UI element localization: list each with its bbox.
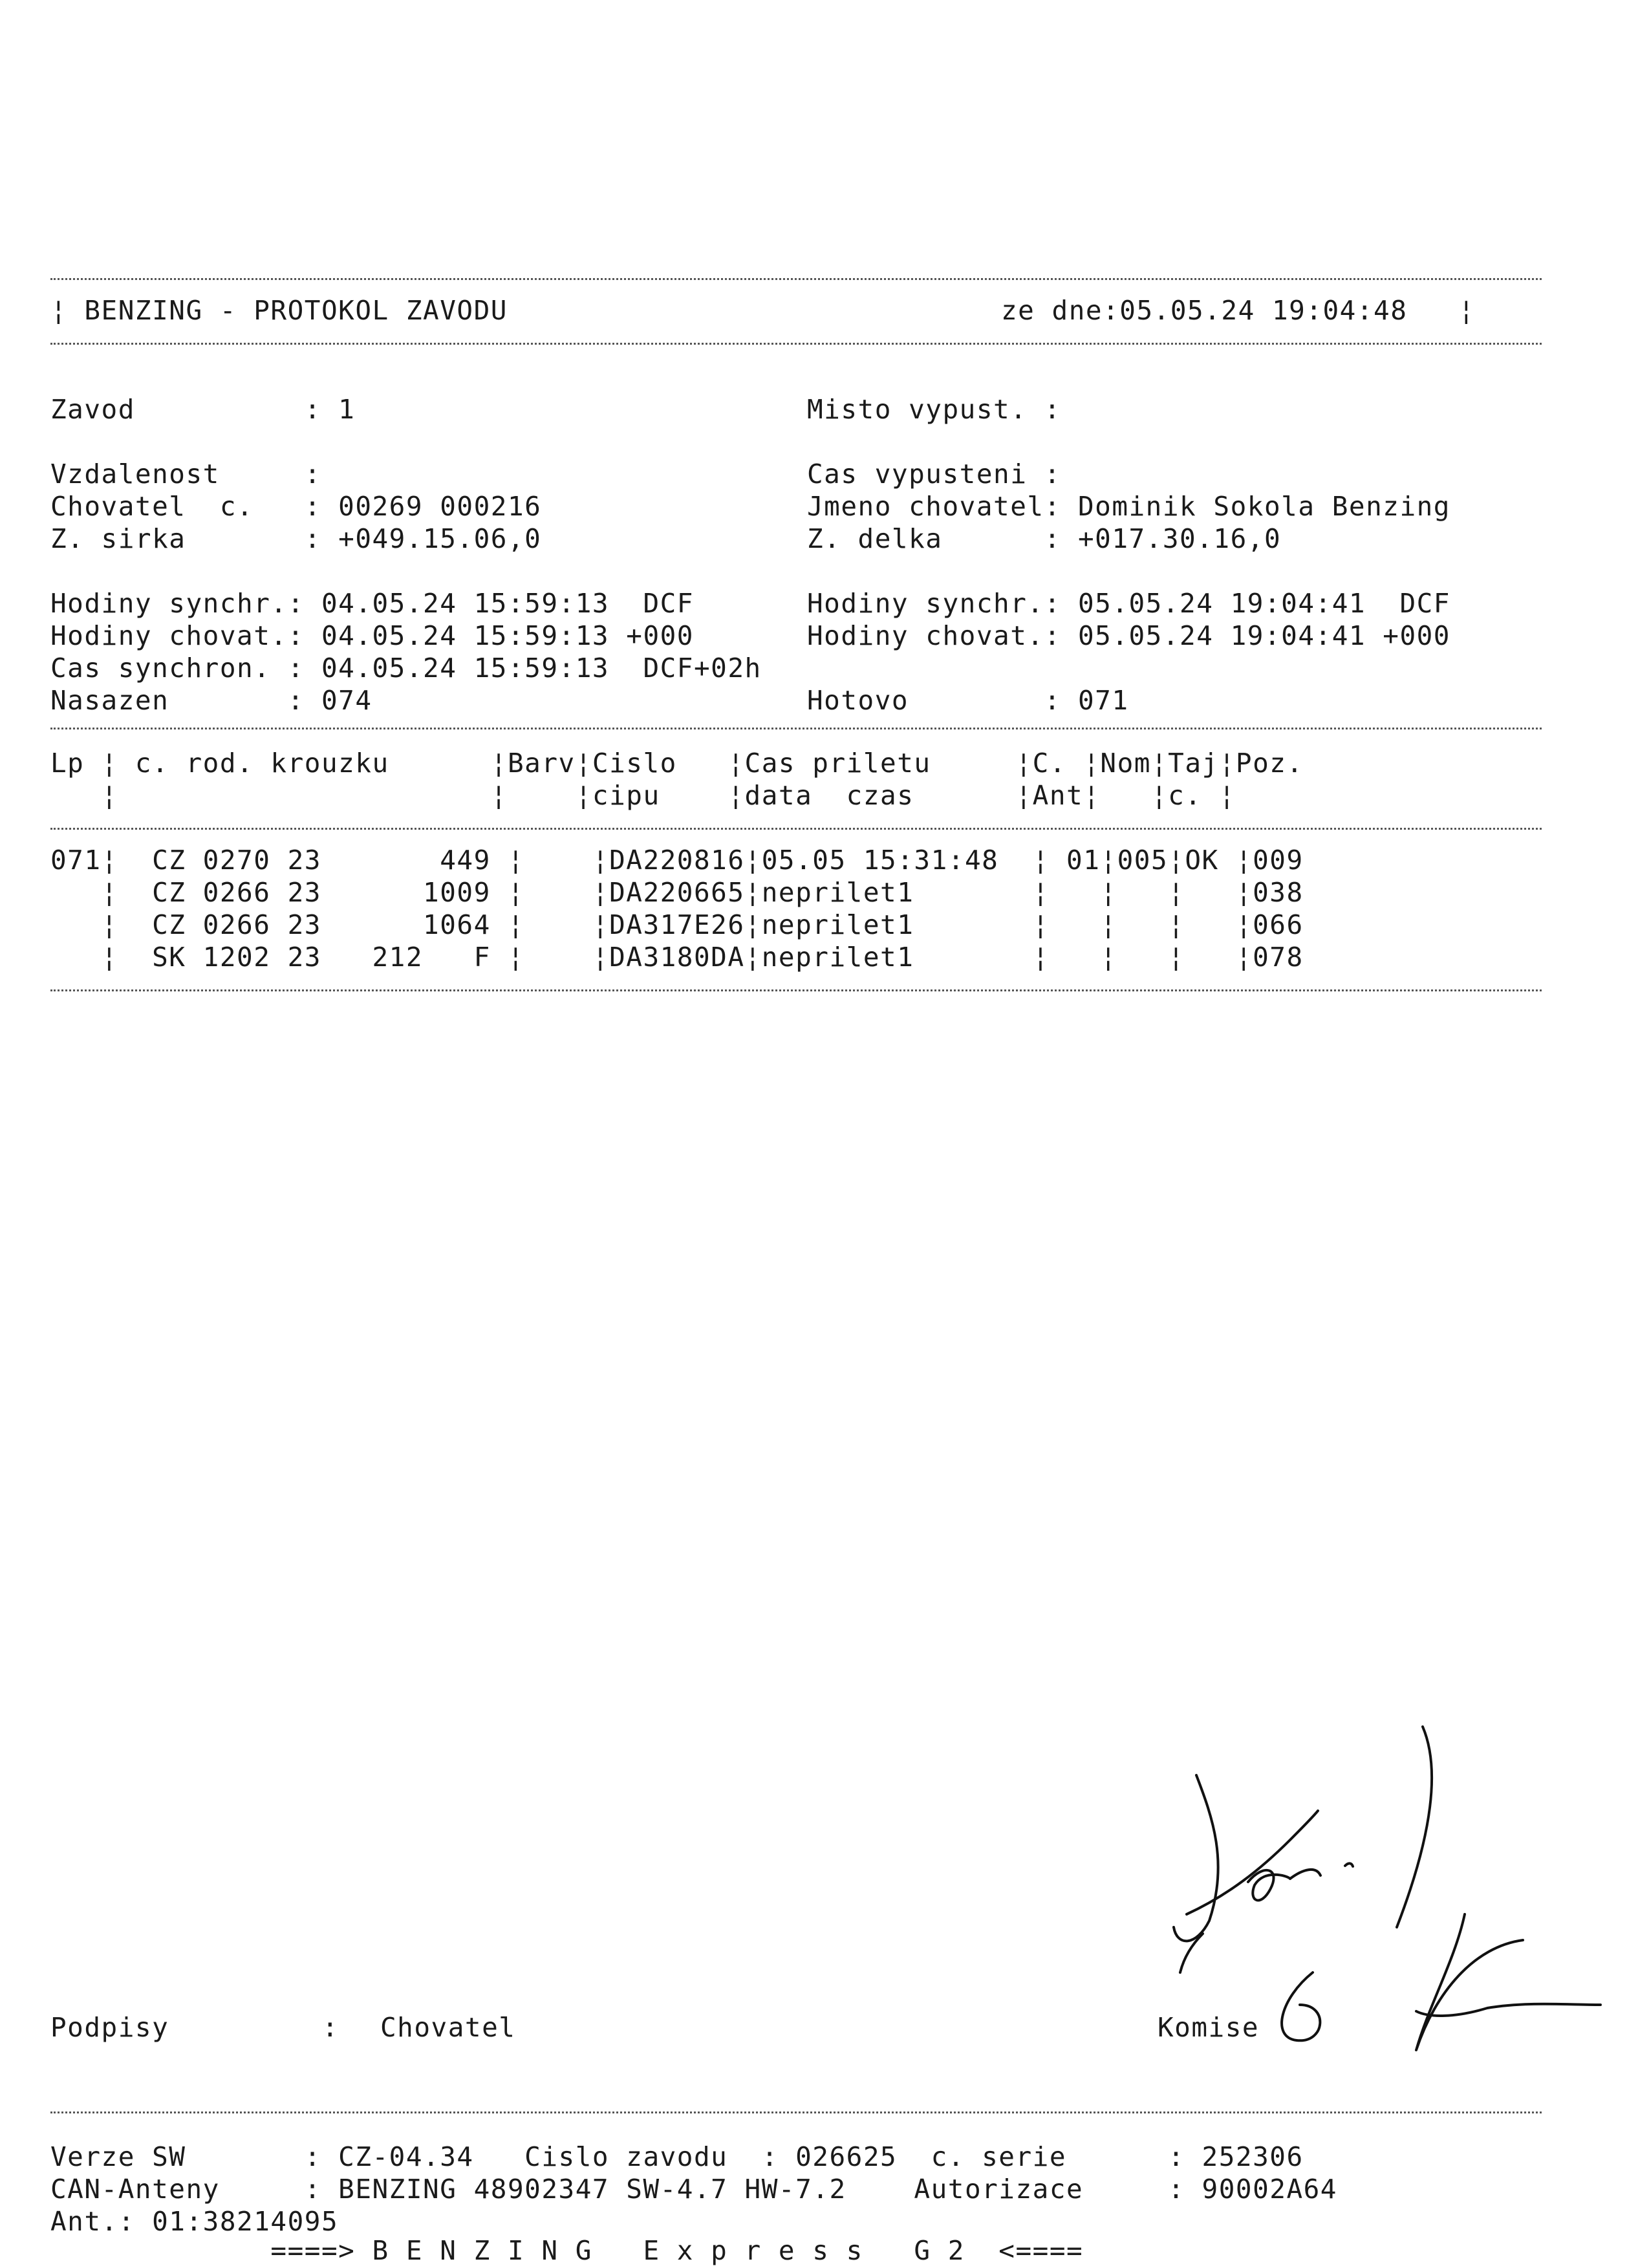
info-line: Hodiny synchr.: 05.05.24 19:04:41 DCF — [807, 588, 1450, 619]
rule-header-bottom — [50, 343, 1542, 345]
info-line: Chovatel c. : 00269 000216 — [50, 491, 542, 522]
rule-table-top — [50, 728, 1542, 729]
signature-komise-label: Komise — [1158, 2012, 1260, 2043]
rule-table-head-bottom — [50, 828, 1542, 830]
signature-stroke — [1416, 1914, 1523, 2050]
signature-stroke — [1345, 1863, 1353, 1866]
signature-stroke — [1397, 1727, 1432, 1927]
signatures-separator: : — [322, 2012, 339, 2043]
signature-chovatel-label: Chovatel — [380, 2012, 516, 2043]
rule-footer-top — [50, 2111, 1542, 2113]
handwritten-signature — [1151, 1714, 1604, 2115]
footer-banner: ====> B E N Z I N G E x p r e s s G 2 <==== — [50, 2235, 1084, 2266]
table-header-row: ¦ ¦ ¦cipu ¦data czas ¦Ant¦ ¦c. ¦ — [50, 780, 1236, 811]
signature-stroke — [1290, 1870, 1320, 1879]
report-title: ¦ BENZING - PROTOKOL ZAVODU — [50, 295, 508, 326]
info-line: Hodiny chovat.: 05.05.24 19:04:41 +000 — [807, 620, 1450, 651]
footer-line: Ant.: 01:38214095 — [50, 2206, 339, 2237]
table-header-row: Lp ¦ c. rod. krouzku ¦Barv¦Cislo ¦Cas priletu ¦C. ¦Nom¦Taj¦Poz. — [50, 748, 1304, 779]
footer-line: CAN-Anteny : BENZING 48902347 SW-4.7 HW-7.2 Autorizace : 90002A64 — [50, 2174, 1337, 2205]
table-row: 071¦ CZ 0270 23 449 ¦ ¦DA220816¦05.05 15:31:48 ¦ 01¦005¦OK ¦009 — [50, 845, 1304, 876]
info-line: Cas synchron. : 04.05.24 15:59:13 DCF+02h — [50, 653, 762, 684]
table-row: ¦ CZ 0266 23 1009 ¦ ¦DA220665¦neprilet1 ¦ ¦ ¦ ¦038 — [50, 877, 1304, 908]
rule-table-bottom — [50, 989, 1542, 991]
info-line: Z. sirka : +049.15.06,0 — [50, 523, 542, 554]
signature-stroke — [1248, 1870, 1290, 1901]
signature-stroke — [1282, 1972, 1320, 2040]
signature-stroke — [1187, 1811, 1318, 1914]
signature-stroke — [1416, 2004, 1600, 2016]
signatures-label: Podpisy — [50, 2012, 169, 2043]
info-line: Hotovo : 071 — [807, 685, 1129, 716]
footer-line: Verze SW : CZ-04.34 Cislo zavodu : 026625 c. serie : 252306 — [50, 2141, 1304, 2172]
info-line: Nasazen : 074 — [50, 685, 372, 716]
report-date: ze dne:05.05.24 19:04:48 ¦ — [1001, 295, 1476, 326]
info-line: Hodiny synchr.: 04.05.24 15:59:13 DCF — [50, 588, 694, 619]
info-line: Hodiny chovat.: 04.05.24 15:59:13 +000 — [50, 620, 694, 651]
table-row: ¦ CZ 0266 23 1064 ¦ ¦DA317E26¦neprilet1 ¦ ¦ ¦ ¦066 — [50, 909, 1304, 940]
info-line: Z. delka : +017.30.16,0 — [807, 523, 1282, 554]
info-line: Jmeno chovatel: Dominik Sokola Benzing — [807, 491, 1450, 522]
info-line: Misto vypust. : — [807, 394, 1061, 425]
signature-stroke — [1174, 1775, 1218, 1941]
rule-top — [50, 278, 1542, 280]
table-row: ¦ SK 1202 23 212 F ¦ ¦DA3180DA¦neprilet1 ¦ ¦ ¦ ¦078 — [50, 942, 1304, 973]
info-line: Cas vypusteni : — [807, 459, 1061, 490]
info-line: Zavod : 1 — [50, 394, 356, 425]
info-line: Vzdalenost : — [50, 459, 321, 490]
